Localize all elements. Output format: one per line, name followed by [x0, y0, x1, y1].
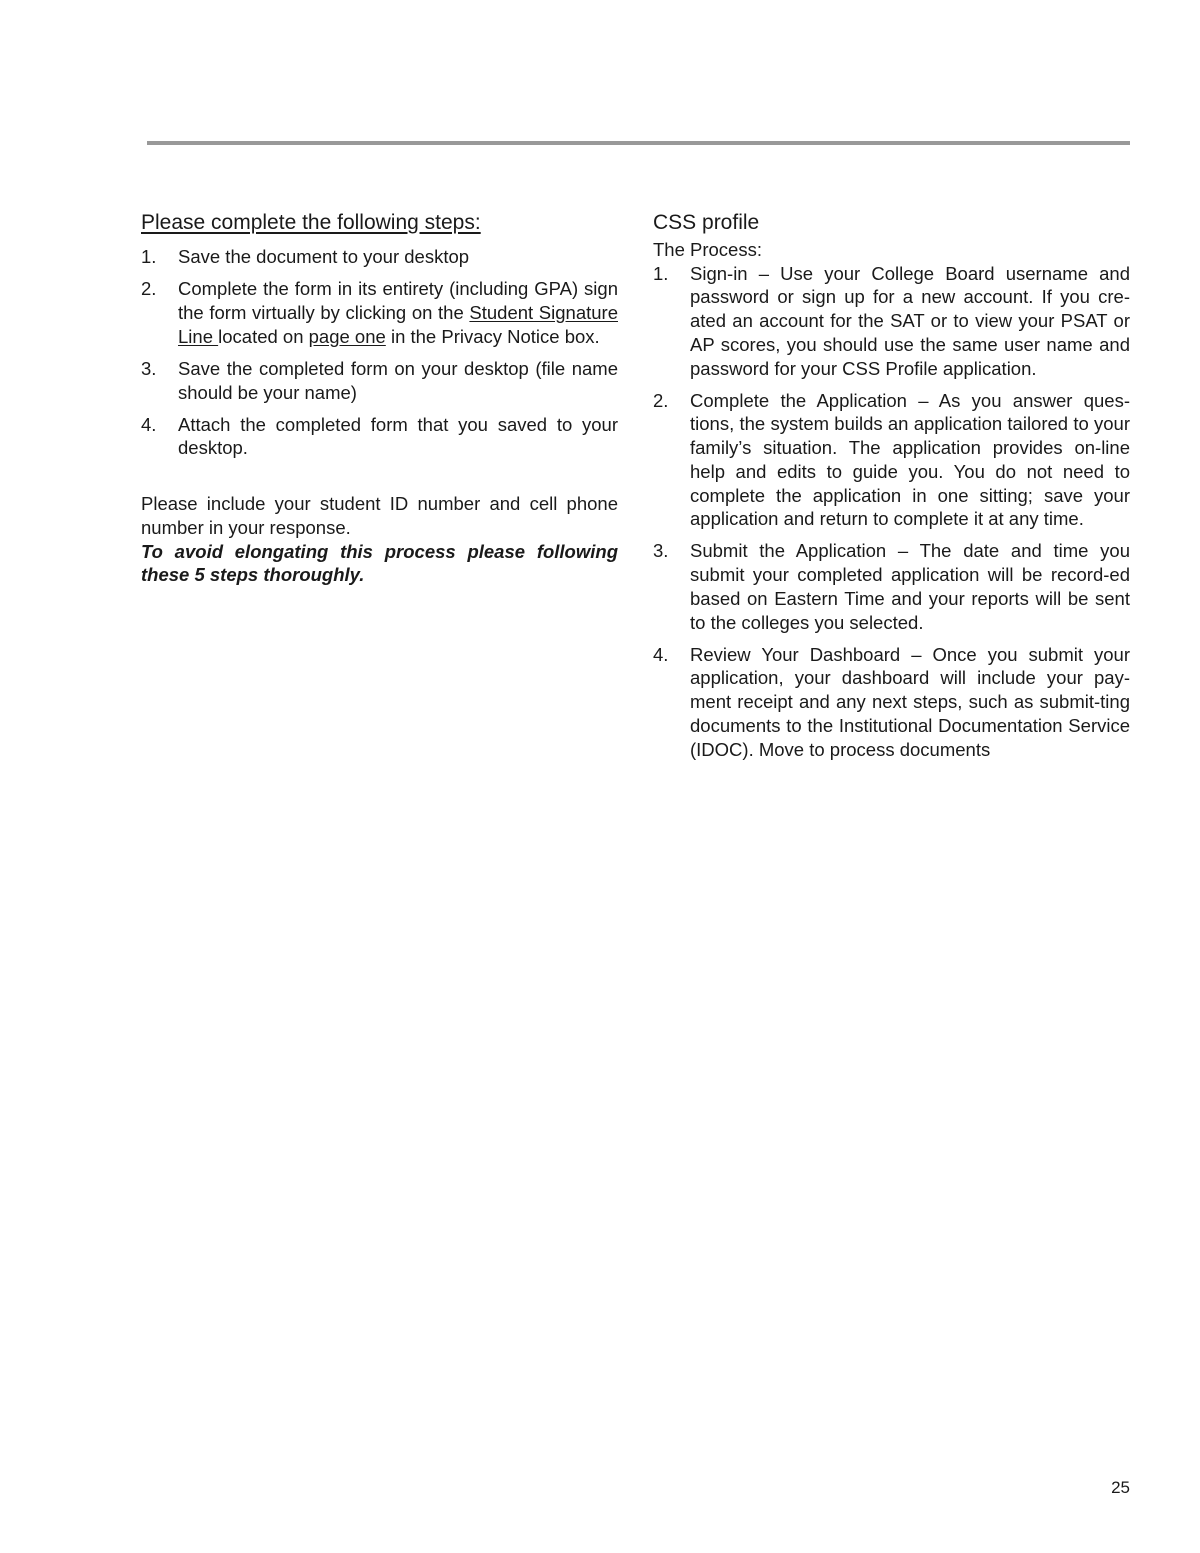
step-text: Save the completed form on your desktop (file name should be your name) [178, 357, 618, 403]
steps-list [141, 245, 618, 460]
steps-heading: Please complete the following steps: [141, 211, 481, 234]
step-number: 2. [653, 389, 669, 411]
step-number: 3. [141, 357, 157, 379]
step-number: 4. [653, 643, 669, 665]
step-text: Attach the completed form that you saved to your desktop. [178, 413, 618, 459]
step-text: Save the document to your desktop [178, 246, 470, 267]
css-profile-heading: CSS profile [653, 211, 760, 234]
step-number: 1. [653, 262, 669, 284]
step-number: 2. [141, 278, 157, 300]
step-text-post: in the Privacy Notice box. [385, 325, 600, 347]
list-item [653, 262, 1130, 381]
step-text-pre: Complete the form in its entirety (including GPA) sign the form virtually by clicking on the [178, 278, 618, 323]
step-text: Complete the Application – As you answer ques-tions, the system builds an application tailored to your family’s situation. The application provides on-line help and edits to guide you. You do not need to complete the application in one sitting; save your application and return to complete it at any time. [690, 389, 1130, 530]
step-text-mid: located on [218, 325, 309, 347]
list-item [141, 413, 618, 460]
instructions-paragraph: Please include your student ID number and cell phone number in your response. [141, 493, 618, 538]
step-text: Sign-in – Use your College Board username and password or sign up for a new account. If you cre-ated an account for the SAT or to view your PSAT or AP scores, you should use the same user name and password for your CSS Profile application. [690, 262, 1130, 379]
left-column [141, 208, 618, 587]
step-text: Submit the Application – The date and time you submit your completed application will be record-ed based on Eastern Time and your reports will be sent to the colleges you selected. [690, 540, 1130, 633]
list-item [141, 357, 618, 404]
step-number: 4. [141, 413, 157, 435]
page-one-link[interactable]: page one [308, 325, 386, 347]
header-divider [147, 141, 1130, 145]
list-item [141, 277, 618, 348]
list-item [141, 245, 618, 269]
step-number: 1. [141, 246, 157, 267]
step-text: Review Your Dashboard – Once you submit your application, your dashboard will include your pay-ment receipt and any next steps, such as submit-ting documents to the Institutional Documentation Service (IDOC). Move to process documents [690, 643, 1130, 760]
student-signature-line-link[interactable]: Student Signature Line [178, 301, 618, 347]
list-item [653, 643, 1130, 762]
right-column [653, 208, 1130, 770]
list-item [653, 389, 1130, 531]
emphasis-note: To avoid elongating this process please following these 5 steps thoroughly. [141, 540, 618, 586]
step-number: 3. [653, 540, 669, 562]
process-list [653, 262, 1130, 762]
page-number: 25 [1111, 1478, 1130, 1497]
list-item [653, 539, 1130, 634]
process-subheading: The Process: [653, 239, 762, 260]
